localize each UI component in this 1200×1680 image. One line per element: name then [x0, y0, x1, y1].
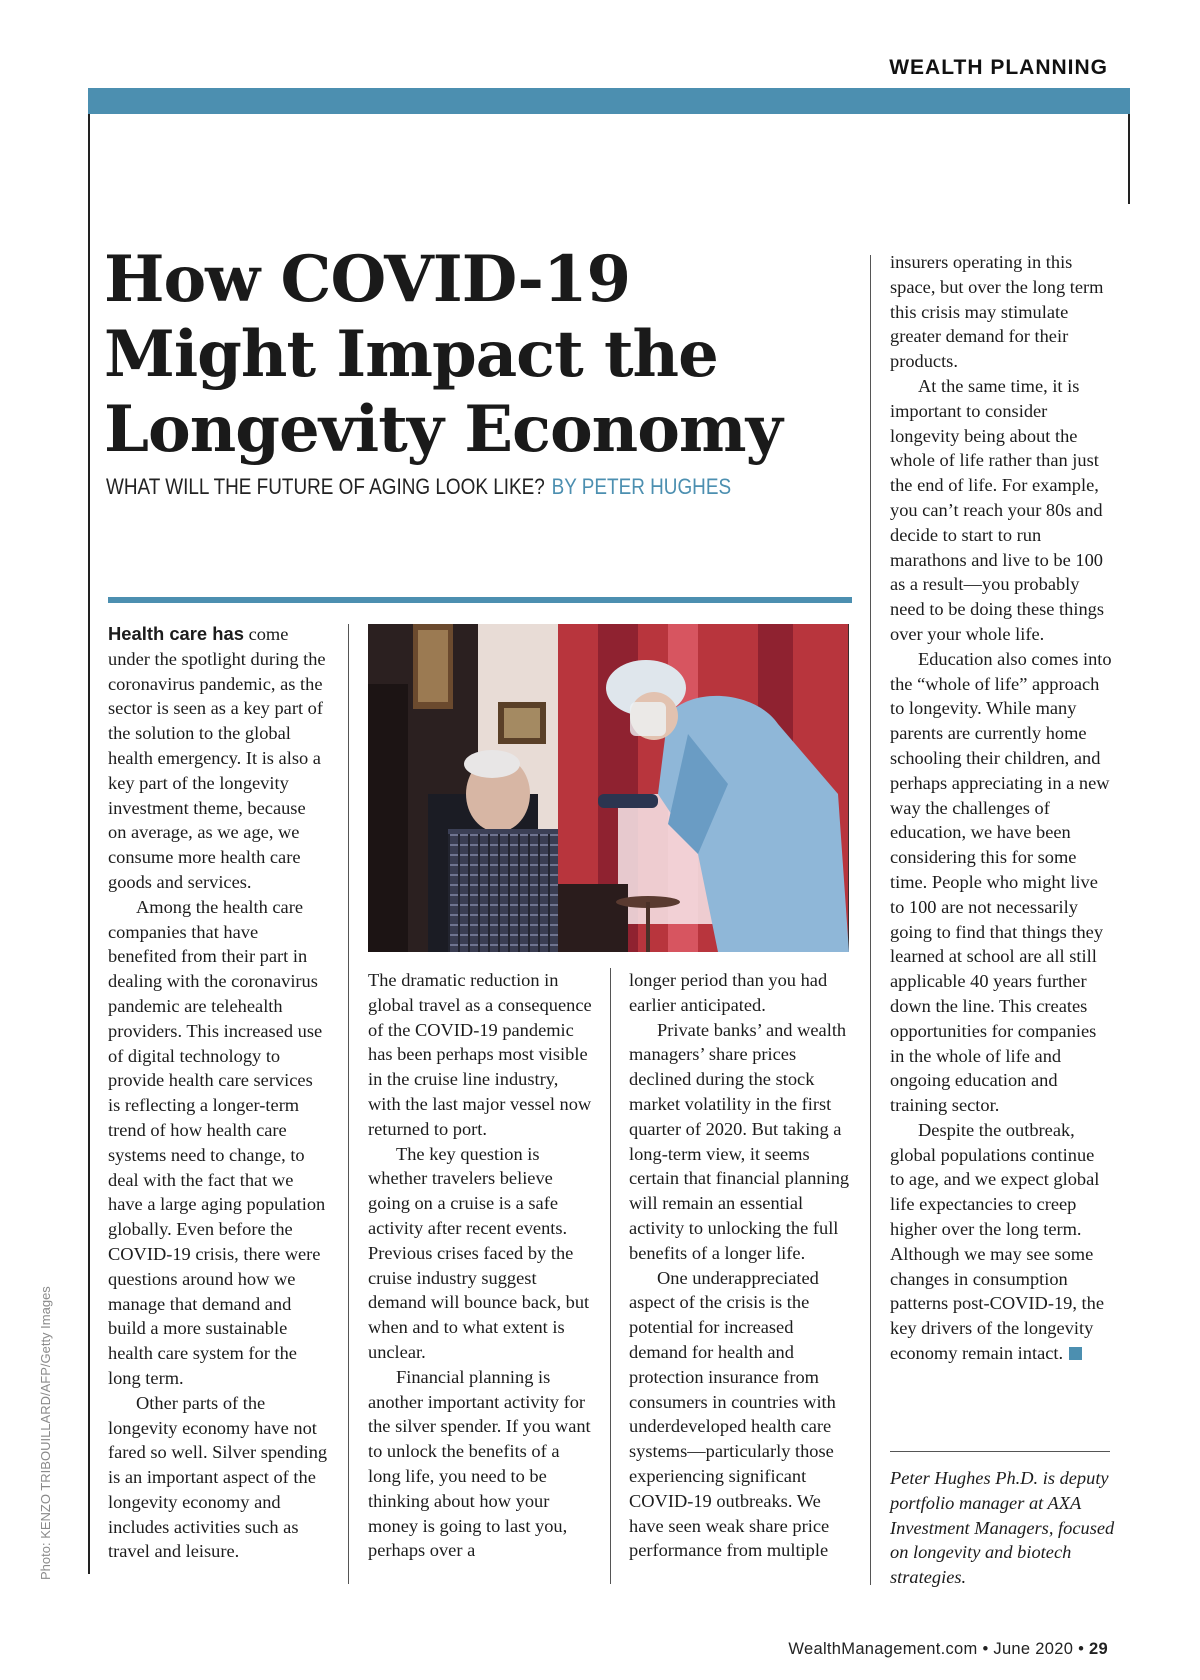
section-label: WEALTH PLANNING — [889, 56, 1108, 79]
footer-site: WealthManagement.com — [788, 1640, 978, 1658]
paragraph: Other parts of the longevity economy have not fared so well. Silver spending is an important aspect of the longevity economy and includes activities such as travel and leisure. — [108, 1392, 328, 1562]
photo-illustration — [368, 624, 849, 952]
title-divider — [108, 597, 852, 603]
byline: BY PETER HUGHES — [551, 474, 732, 499]
end-mark-icon — [1069, 1347, 1082, 1360]
paragraph: Private banks’ and wealth managers’ share prices declined during the stock market volatility in the first quarter of 2020. But taking a long-term view, it seems certain that financial planning will remain an essential activity to unlocking the full benefits of a longer life. — [629, 1019, 850, 1263]
article-column-3 — [629, 968, 855, 1563]
footer-separator: • — [982, 1640, 989, 1658]
column-rule — [870, 255, 871, 1585]
paragraph — [890, 1118, 1112, 1366]
bio-divider — [890, 1451, 1110, 1452]
article-title: How COVID-19 Might Impact the Longevity Economy — [104, 242, 782, 467]
frame-left-rule — [88, 114, 90, 1574]
paragraph: longer period than you had earlier anticipated. — [629, 970, 828, 1015]
paragraph: At the same time, it is important to consider longevity being about the whole of life rather than just the end of life. For example, you can’t reach your 80s and decide to start to run marathons and live to be 100 as a result—you probably need to be doing these things over your whole life. — [890, 375, 1105, 644]
author-bio: Peter Hughes Ph.D. is deputy portfolio manager at AXA Investment Managers, focused on longevity and biotech strategies. — [890, 1468, 1115, 1588]
page-footer — [788, 1640, 1108, 1659]
footer-separator: • — [1078, 1640, 1085, 1658]
deck-text: WHAT WILL THE FUTURE OF AGING LOOK LIKE? — [106, 474, 545, 499]
paragraph: One underappreciated aspect of the crisis is the potential for increased demand for health and protection insurance from consumers in countries with underdeveloped health care systems—particularly those experiencing significant COVID-19 outbreaks. We have seen weak share price performance from multiple — [629, 1267, 836, 1561]
paragraph: The key question is whether travelers believe going on a cruise is a safe activity after recent events. Previous crises faced by the cruise industry suggest demand will bounce back, but when and to what extent is unclear. — [368, 1143, 590, 1362]
footer-date: June 2020 — [993, 1640, 1074, 1658]
article-photo — [368, 624, 849, 952]
paragraph: Financial planning is another important activity for the silver spender. If you want to unlock the benefits of a long life, you need to be thinking about how your money is going to last you, perhaps over a — [368, 1366, 591, 1561]
paragraph: Among the health care companies that have benefited from their part in dealing with the coronavirus pandemic are telehealth providers. This increased use of digital technology to provide health care services is reflecting a longer-term trend of how health care systems need to change, to deal with the fact that we have a large aging population globally. Even before the COVID-19 crisis, there were questions around how we manage that demand and build a more sustainable health care system for the long term. — [108, 896, 326, 1388]
photo-credit: Photo: KENZO TRIBOUILLARD/AFP/Getty Images — [38, 1286, 53, 1580]
frame-right-rule — [1128, 114, 1130, 204]
article-column-4 — [890, 250, 1112, 1366]
page-number: 29 — [1089, 1640, 1108, 1658]
lead-in: Health care has — [108, 623, 244, 644]
paragraph — [108, 622, 328, 895]
paragraph-text: come under the spotlight during the coronavirus pandemic, as the sector is seen as a key part of the solution to the global health emergency. It is also a key part of the longevity investment theme, because on average, as we age, we consume more health care goods and services. — [108, 624, 326, 892]
paragraph: insurers operating in this space, but over the long term this crisis may stimulate greater demand for their products. — [890, 252, 1104, 372]
paragraph: Education also comes into the “whole of life” approach to longevity. While many parents are currently home schooling their children, and perhaps appreciating in a new way the challenges of education, we have been considering this for some time. People who might live to 100 are not necessarily going to find that things they learned at school are all still applicable 40 years further down the line. This creates opportunities for companies in the whole of life and ongoing education and training sector. — [890, 648, 1112, 1116]
paragraph: The dramatic reduction in global travel as a consequence of the COVID-19 pandemic has been perhaps most visible in the cruise line industry, with the last major vessel now returned to port. — [368, 970, 592, 1139]
paragraph-text: Despite the outbreak, global populations continue to age, and we expect global life expectancies to creep higher over the long term. Although we may see some changes in consumption patterns post-COVID-19, the key drivers of the longevity economy remain intact. — [890, 1119, 1105, 1364]
article-column-1 — [108, 622, 328, 1564]
article-deck — [106, 474, 731, 500]
header-accent-bar — [88, 88, 1130, 114]
column-rule — [610, 968, 611, 1584]
article-column-2 — [368, 968, 592, 1563]
column-rule — [348, 624, 349, 1584]
